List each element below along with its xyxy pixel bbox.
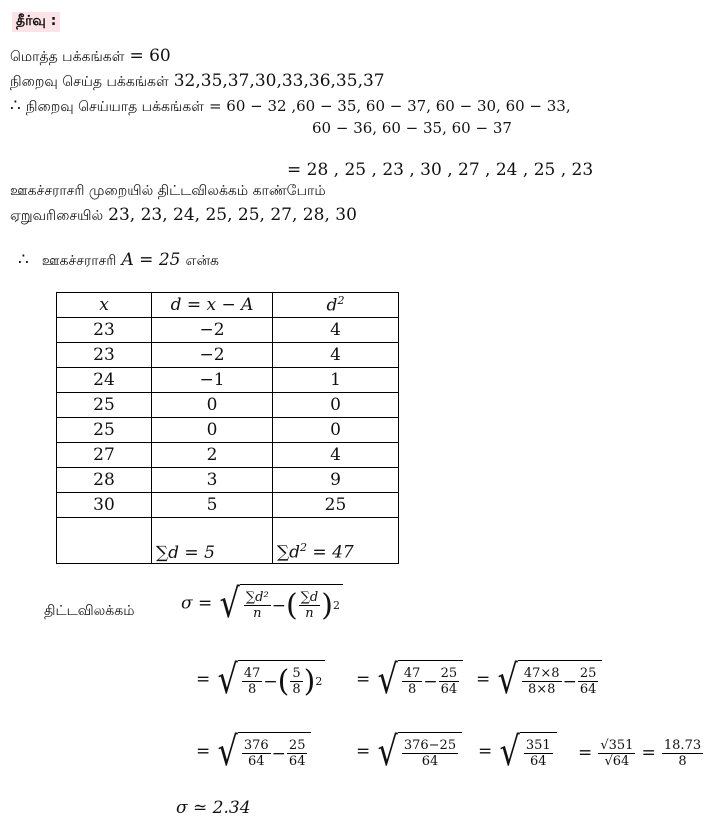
header-d-squared	[273, 293, 399, 318]
sigma-equals: σ =	[181, 593, 213, 614]
radical-sign: √	[217, 729, 239, 775]
cell-d: 0	[152, 418, 273, 443]
step-root	[495, 657, 602, 703]
frac-sum-d2-n	[244, 590, 271, 621]
assumed-mean-label: ஊகச்சராசரி	[41, 253, 117, 269]
frac-num: 351	[525, 738, 551, 753]
fraction	[402, 738, 458, 769]
remaining-pages-expr1: = 60 − 32 ,60 − 35, 60 − 37, 60 − 30, 60 − 33,	[208, 97, 571, 115]
square-exponent: 2	[332, 599, 340, 612]
open-paren: (	[285, 588, 298, 623]
deviation-table	[56, 292, 399, 564]
step-5	[356, 729, 462, 775]
step-radicand	[238, 660, 326, 700]
table-row	[57, 418, 399, 443]
fraction	[242, 666, 263, 697]
step-radicand	[398, 660, 463, 700]
step-radicand	[398, 732, 462, 772]
fraction	[439, 666, 460, 697]
sum-d-squared-base: ∑d	[277, 543, 301, 563]
step-root	[375, 657, 463, 703]
table-row	[57, 443, 399, 468]
cell-x: 30	[57, 493, 152, 518]
cell-d2: 0	[273, 393, 399, 418]
cell-d2: 9	[273, 468, 399, 493]
table-row	[57, 343, 399, 368]
assumed-mean-expr: A = 25	[121, 250, 181, 270]
table-row	[57, 468, 399, 493]
step-2	[356, 657, 463, 703]
frac-sum-d-n	[299, 590, 321, 621]
table-row	[57, 393, 399, 418]
cell-d: 3	[152, 468, 273, 493]
step-root	[215, 657, 325, 703]
equals-sign: =	[478, 741, 493, 762]
radical-sign: √	[219, 581, 241, 627]
fraction	[662, 738, 703, 769]
frac-den: 64	[421, 754, 439, 769]
fraction	[287, 738, 308, 769]
ascending-order-label: ஏறுவரிசையில்	[10, 208, 104, 224]
frac-num: 47	[243, 666, 261, 681]
fraction	[290, 666, 302, 697]
frac-num: ∑d²	[245, 590, 269, 605]
assumed-mean-suffix: என்க	[185, 253, 220, 269]
fraction	[598, 738, 635, 769]
remaining-pages-line	[10, 96, 571, 117]
sd-label: திட்டவிலக்கம்	[44, 603, 135, 619]
frac-num: ∑d	[300, 590, 319, 605]
frac-num: 376	[243, 738, 269, 753]
cell-x: 23	[57, 318, 152, 343]
frac-den: 64	[288, 754, 306, 769]
frac-den: 8×8	[527, 682, 556, 697]
minus-sign: −	[263, 671, 278, 692]
frac-den: 8	[247, 682, 257, 697]
cell-x: 28	[57, 468, 152, 493]
step-radicand	[520, 732, 557, 772]
radical-sign: √	[377, 657, 399, 703]
square-exponent: 2	[315, 675, 323, 688]
minus-sign: −	[271, 743, 286, 764]
fraction	[524, 738, 553, 769]
frac-den: n	[253, 606, 262, 621]
frac-den: 64	[247, 754, 265, 769]
frac-num: 25	[579, 666, 597, 681]
minus-sign: −	[271, 595, 286, 616]
fraction	[242, 738, 271, 769]
cell-d: 5	[152, 493, 273, 518]
frac-num: 47	[403, 666, 421, 681]
radical-sign: √	[499, 729, 521, 775]
frac-den: 8	[407, 682, 417, 697]
step-root	[497, 729, 556, 775]
step-radicand	[518, 660, 603, 700]
method-line: ஊகச்சராசரி முறையில் திட்டவிலக்கம் காண்போம்	[10, 183, 326, 199]
cell-d: 0	[152, 393, 273, 418]
frac-num: 5	[292, 666, 301, 681]
table-sum-row	[57, 518, 399, 564]
open-paren: (	[277, 664, 290, 699]
step-7	[578, 738, 704, 769]
step-root	[215, 729, 311, 775]
remaining-pages-result: = 28 , 25 , 23 , 30 , 27 , 24 , 25 , 23	[287, 160, 594, 180]
completed-pages-line	[10, 71, 385, 92]
frac-num: 376−25	[403, 738, 457, 753]
final-answer: σ ≃ 2.34	[176, 798, 251, 818]
equals-sign: =	[196, 669, 211, 690]
step-6	[478, 729, 557, 775]
equals-sign: =	[476, 669, 491, 690]
radical-sign: √	[217, 657, 239, 703]
frac-num: 47×8	[523, 666, 560, 681]
frac-num: 25	[440, 666, 458, 681]
header-d: d = x − A	[152, 293, 273, 318]
cell-d2: 4	[273, 318, 399, 343]
header-x: x	[57, 293, 152, 318]
table-row	[57, 493, 399, 518]
cell-x: 24	[57, 368, 152, 393]
sum-empty-cell	[57, 518, 152, 564]
ascending-order-values: 23, 23, 24, 25, 25, 27, 28, 30	[108, 205, 357, 225]
radical-sign: √	[377, 729, 399, 775]
remaining-pages-expr2: 60 − 36, 60 − 35, 60 − 37	[312, 119, 512, 137]
equals-sign: =	[641, 743, 656, 763]
therefore-symbol-2: ∴	[18, 250, 29, 270]
close-paren: )	[303, 664, 316, 699]
equals-sign: =	[578, 743, 593, 763]
formula-radicand	[240, 584, 343, 624]
solution-heading: தீர்வு :	[12, 12, 60, 32]
sum-d-squared-value: = 47	[307, 543, 354, 563]
table-row	[57, 318, 399, 343]
minus-sign: −	[423, 671, 438, 692]
frac-num: √351	[600, 738, 634, 753]
remaining-pages-label: நிறைவு செய்யாத பக்கங்கள்	[25, 99, 204, 115]
frac-den: 64	[529, 754, 547, 769]
cell-d: −1	[152, 368, 273, 393]
radical-sign: √	[497, 657, 519, 703]
frac-den: 64	[579, 682, 597, 697]
frac-den: √64	[604, 754, 630, 769]
formula-root	[217, 581, 343, 627]
header-d-squared-base: d	[326, 295, 338, 316]
total-pages-value: = 60	[129, 46, 171, 66]
cell-d: −2	[152, 318, 273, 343]
completed-pages-values: 32,35,37,30,33,36,35,37	[173, 71, 385, 91]
fraction	[402, 666, 423, 697]
assumed-mean-line	[18, 250, 219, 271]
equals-sign: =	[196, 741, 211, 762]
equals-sign: =	[356, 741, 371, 762]
cell-d2: 1	[273, 368, 399, 393]
minus-sign: −	[562, 671, 577, 692]
frac-den: n	[305, 606, 314, 621]
header-d-squared-exp: 2	[337, 294, 345, 308]
step-4	[196, 729, 311, 775]
frac-den: 64	[440, 682, 458, 697]
sum-d-squared-exp: 2	[300, 541, 308, 555]
table-header-row	[57, 293, 399, 318]
cell-d2: 25	[273, 493, 399, 518]
cell-d2: 4	[273, 343, 399, 368]
sd-formula	[181, 581, 343, 627]
close-paren: )	[321, 588, 333, 623]
ascending-order-line	[10, 205, 357, 226]
completed-pages-label: நிறைவு செய்த பக்கங்கள்	[10, 74, 169, 90]
total-pages-line	[10, 46, 171, 67]
step-1	[196, 657, 325, 703]
frac-num: 18.73	[663, 738, 702, 753]
cell-x: 27	[57, 443, 152, 468]
total-pages-label: மொத்த பக்கங்கள்	[10, 49, 125, 65]
step-root	[375, 729, 462, 775]
table-row	[57, 368, 399, 393]
equals-sign: =	[356, 669, 371, 690]
sum-d-squared	[273, 518, 399, 564]
step-radicand	[238, 732, 312, 772]
frac-den: 8	[292, 682, 301, 697]
fraction	[578, 666, 599, 697]
cell-d: 2	[152, 443, 273, 468]
sum-d: ∑d = 5	[152, 518, 273, 564]
cell-d2: 0	[273, 418, 399, 443]
cell-x: 25	[57, 393, 152, 418]
therefore-symbol: ∴	[10, 96, 21, 116]
fraction	[522, 666, 562, 697]
cell-d2: 4	[273, 443, 399, 468]
cell-x: 23	[57, 343, 152, 368]
cell-d: −2	[152, 343, 273, 368]
frac-den: 8	[678, 754, 687, 769]
frac-num: 25	[288, 738, 306, 753]
step-3	[476, 657, 602, 703]
cell-x: 25	[57, 418, 152, 443]
